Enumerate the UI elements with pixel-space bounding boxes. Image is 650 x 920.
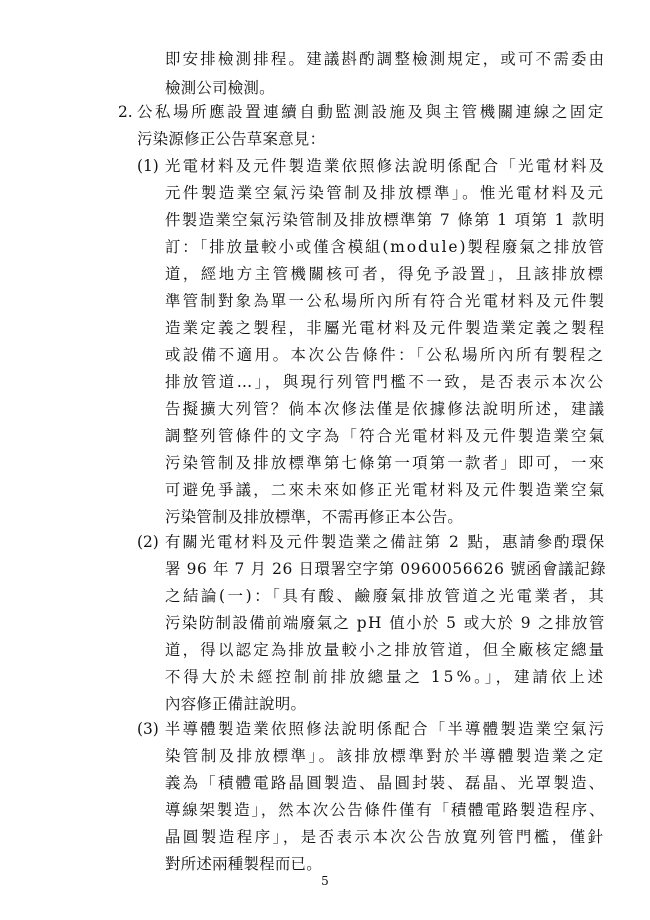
- item-line: 有關光電材料及元件製造業之備註第 2 點，惠請參酌環保: [165, 533, 607, 551]
- item-line: 染管制及排放標準」。該排放標準對於半導體製造業之定: [165, 747, 606, 765]
- item-line: 或設備不適用。本次公告條件：「公私場所內所有製程之: [165, 346, 606, 364]
- item-number: (1): [137, 157, 159, 175]
- item-line: 訂：「排放量較小或僅含模組(module)製程廢氣之排放管: [165, 238, 606, 256]
- section-title-line: 污染源修正公告草案意見：: [137, 130, 326, 148]
- intro-line: 即安排檢測排程。建議斟酌調整檢測規定，或可不需委由: [165, 50, 607, 68]
- item-line: 半導體製造業依照修法說明係配合「半導體製造業空氣污: [165, 720, 607, 738]
- item-line: 道，經地方主管機關核可者，得免予設置」，且該排放標: [165, 265, 606, 283]
- item-line: 污染防制設備前端廢氣之 pH 值小於 5 或大於 9 之排放管: [165, 614, 606, 632]
- item-line: 晶圓製造程序」，是否表示本次公告放寬列管門檻，僅針: [165, 828, 606, 846]
- item-line: 不得大於未經控制前排放總量之 15%。」，建請依上述: [165, 668, 607, 686]
- item-line: 元件製造業空氣污染管制及排放標準」。惟光電材料及元: [165, 184, 606, 202]
- item-number: (2): [137, 533, 159, 551]
- item-number: (3): [137, 720, 159, 738]
- item-line: 告擬擴大列管？倘本次修法僅是依據修法說明所述，建議: [165, 400, 607, 418]
- item-line: 之結論(一)：「具有酸、鹼廢氣排放管道之光電業者，其: [165, 587, 607, 605]
- page-number: 5: [321, 874, 329, 888]
- item-line: 導線架製造」，然本次公告條件僅有「積體電路製造程序、: [165, 801, 607, 819]
- item-line: 對所述兩種製程而已。: [165, 855, 322, 873]
- item-line: 內容修正備註說明。: [165, 695, 307, 713]
- item-line: 污染管制及排放標準，不需再修正本公告。: [165, 508, 464, 526]
- section-title-line: 公私場所應設置連續自動監測設施及與主管機關連線之固定: [137, 103, 606, 121]
- section-number: 2.: [118, 103, 133, 121]
- item-line: 道，得以認定為排放量較小之排放管道，但全廠核定總量: [165, 641, 607, 659]
- item-line: 光電材料及元件製造業依照修法說明係配合「光電材料及: [165, 157, 607, 175]
- item-line: 造業定義之製程，非屬光電材料及元件製造業定義之製程: [165, 319, 607, 337]
- item-line: 準管制對象為單一公私場所內所有符合光電材料及元件製: [165, 292, 607, 310]
- item-line: 調整列管條件的文字為「符合光電材料及元件製造業空氣: [165, 427, 607, 445]
- item-line: 可避免爭議，二來未來如修正光電材料及元件製造業空氣: [165, 481, 607, 499]
- item-line: 污染管制及排放標準第七條第一項第一款者」即可，一來: [165, 454, 607, 472]
- item-line: 義為「積體電路晶圓製造、晶圓封裝、磊晶、光罩製造、: [165, 774, 607, 792]
- item-line: 署 96 年 7 月 26 日環署空字第 0960056626 號函會議記錄: [165, 560, 607, 578]
- intro-line: 檢測公司檢測。: [165, 79, 275, 97]
- item-line: 件製造業空氣污染管制及排放標準第 7 條第 1 項第 1 款明: [165, 211, 606, 229]
- item-line: 排放管道…」，與現行列管門檻不一致，是否表示本次公: [165, 373, 606, 391]
